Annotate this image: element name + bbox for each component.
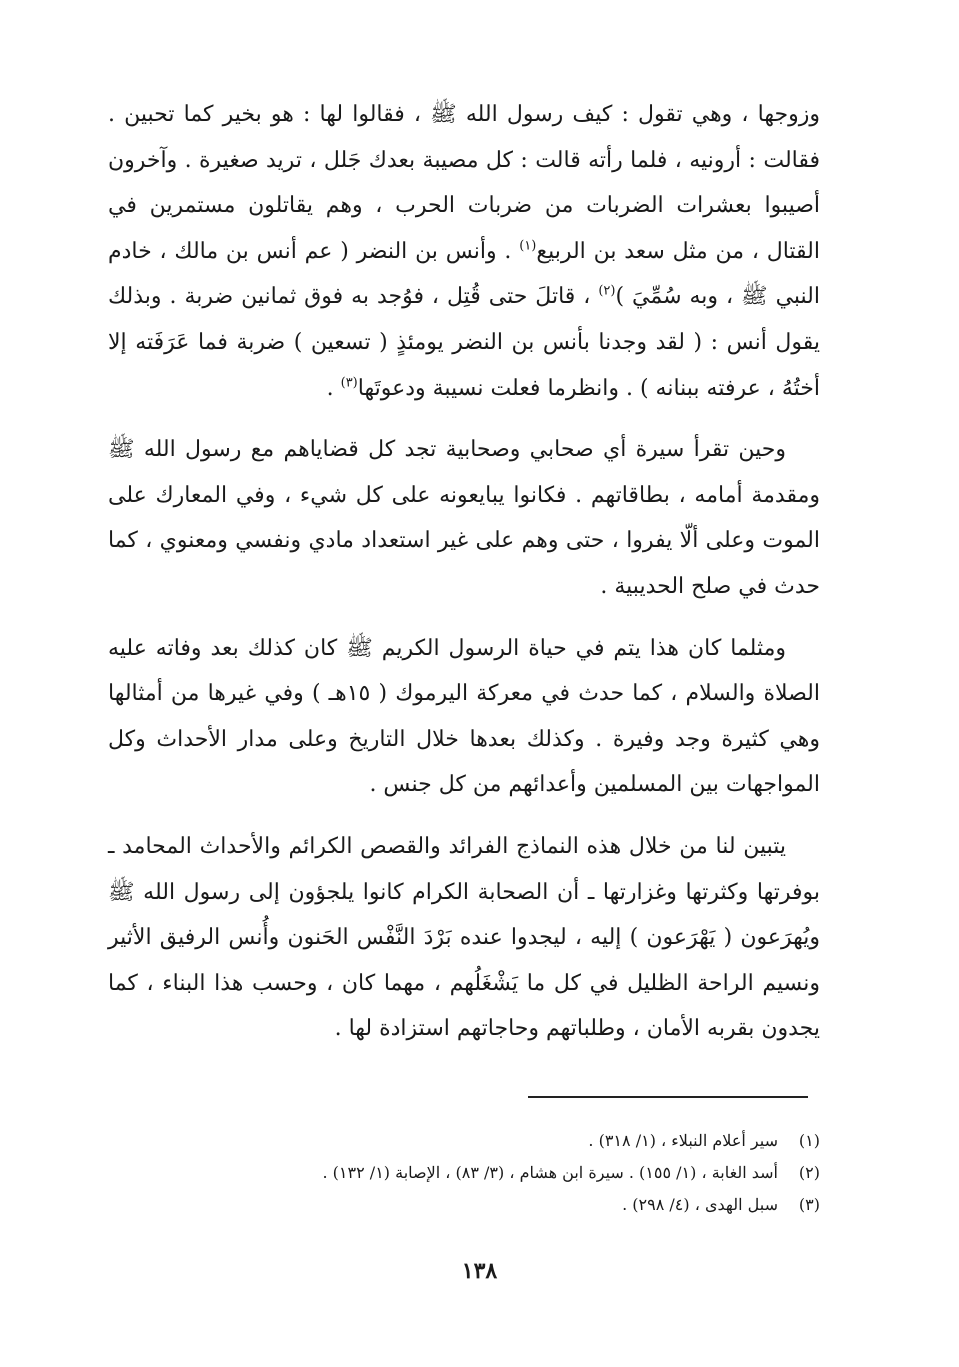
footnote-ref-2[interactable]: (٢) xyxy=(598,284,616,300)
paragraph-1-text-4: . xyxy=(326,375,341,401)
footnote-number: (٢) xyxy=(798,1163,820,1182)
paragraph-3 xyxy=(108,626,820,808)
footnote-2 xyxy=(108,1157,820,1189)
paragraph-3-text: ومثلما كان هذا يتم في حياة الرسول الكريم ﷺ كان كذلك بعد وفاته عليه الصلاة والسلام ، كما حدث في معركة اليرموك ( ١٥هـ ) وفي غيرها من أمثالها وهي كثيرة وجد وفيرة . وكذلك بعدها خلال التاريخ وعلى مدار الأحداث وكل المواجهات بين المسلمين وأعدائهم من كل جنس . xyxy=(108,635,820,798)
paragraph-1-text-1: وزوجها ، وهي تقول : كيف رسول الله ﷺ ، فقالوا لها : هو بخير كما تحبين . فقالت : أرونيه ، فلما رأته قالت : كل مصيبة بعدك جَلل ، تريد صغيرة . وآخرون أصيبوا بعشرات الضربات من ضربات الحرب ، وهم يقاتلون مستمرين في القتال ، من مثل سعد بن الربيع xyxy=(108,102,820,264)
footnote-number: (٣) xyxy=(798,1195,820,1214)
footnote-text: أسد الغابة ، (١/ ١٥٥) . سيرة ابن هشام ، (٣/ ٨٣) ، الإصابة (١/ ١٣٢) . xyxy=(322,1163,778,1182)
footnote-3 xyxy=(108,1189,820,1221)
paragraph-1-text-3: ، قاتلَ حتى قُتِل ، فوُجد به فوق ثمانين ضربة . وبذلك يقول أنس : ( لقد وجدنا بأنس بن النضر يومئذٍ ( تسعين ) ضربة فما عَرَفَته إلا أختُهُ ، عرفته ببنانه ) . وانظرما فعلت نسيبة ودعوتَها xyxy=(108,284,820,401)
paragraph-4 xyxy=(108,824,820,1052)
paragraph-1 xyxy=(108,92,820,411)
footnote-text: سبل الهدى ، (٤/ ٢٩٨) . xyxy=(622,1195,778,1214)
footnote-divider xyxy=(528,1096,808,1098)
footnote-text: سير أعلام النبلاء ، (١/ ٣١٨) . xyxy=(588,1131,778,1150)
footnote-1 xyxy=(108,1125,820,1157)
footnotes xyxy=(108,1125,820,1221)
paragraph-1-text-2: . وأنس بن النضر ( عم أنس بن مالك ، خادم النبي ﷺ ، وبه سُمِّيَ ) xyxy=(108,238,821,310)
paragraph-2-text: وحين تقرأ سيرة أي صحابي وصحابية تجد كل قضاياهم مع رسول الله ﷺ ومقدمة أمامه ، بطاقاتهم . فكانوا يبايعونه على كل شيء ، وفي المعارك على الموت وعلى ألّا يفروا ، حتى وهم على غير استعداد مادي ونفسي ومعنوي ، كما حدث في صلح الحديبية . xyxy=(108,437,820,599)
paragraph-2 xyxy=(108,427,820,609)
paragraph-4-text: يتبين لنا من خلال هذه النماذج الفرائد والقصص الكرائم والأحداث المحامد ـ بوفرتها وكثرتها وغزارتها ـ أن الصحابة الكرام كانوا يلجؤون إلى رسول الله ﷺ ويُهرَعون ( يَهْرَعون ) إليه ، ليجدوا عنده بَرْدَ النَّفْس الحَنون وأُنس الرفيق الأثير ونسيم الراحة الظليل في كل ما يَشْغَلُهم ، مهما كان ، وحسب هذا البناء ، كما يجدون بقربه الأمان ، وطلباتهم وحاجاتهم استزادة لها . xyxy=(108,833,821,1042)
page-body xyxy=(108,92,820,1068)
page-number: ١٣٨ xyxy=(461,1258,498,1284)
footnote-ref-1[interactable]: (١) xyxy=(519,238,537,254)
footnote-number: (١) xyxy=(798,1131,820,1150)
footnote-ref-3[interactable]: (٣) xyxy=(340,375,358,391)
